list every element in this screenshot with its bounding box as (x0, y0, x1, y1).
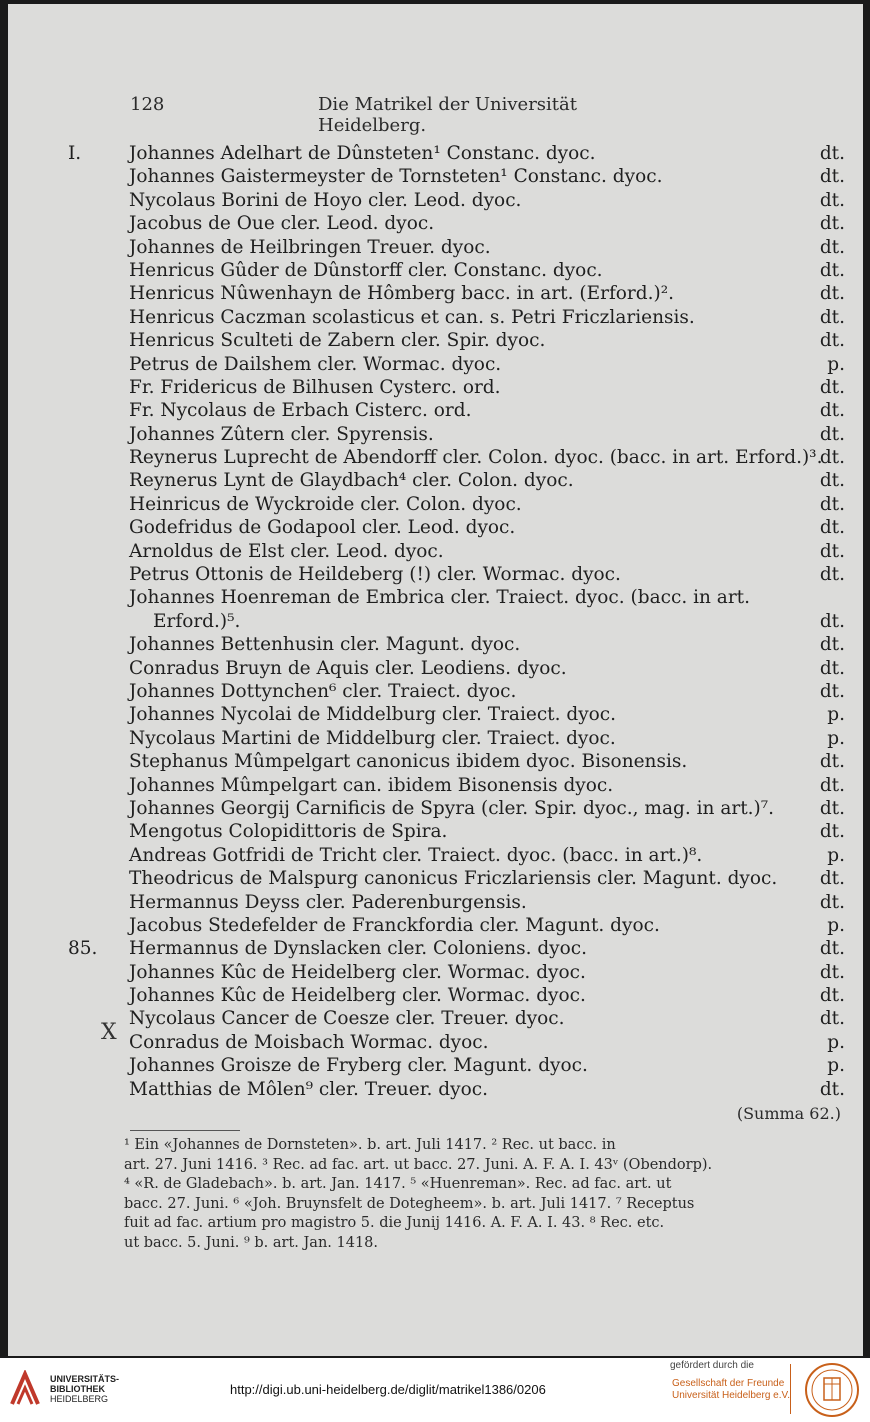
matriculation-entry (8, 867, 863, 890)
entry-name: Andreas Gotfridi de Tricht cler. Traiect. dyoc. (bacc. in art.)⁸. (129, 844, 703, 866)
entry-name: Henricus Gûder de Dûnstorff cler. Constanc. dyoc. (129, 259, 603, 281)
entry-name: Reynerus Luprecht de Abendorff cler. Colon. dyoc. (bacc. in art. Erford.)³. (129, 447, 823, 469)
entry-status: p. (827, 1031, 845, 1053)
footnote-line: fuit ad fac. artium pro magistro 5. die Junij 1416. A. F. A. I. 43. ⁸ Rec. etc. (124, 1215, 665, 1231)
entry-marker: I. (68, 143, 82, 164)
entry-name: Johannes Gaistermeyster de Tornsteten¹ Constanc. dyoc. (129, 166, 663, 188)
entry-name: Johannes de Heilbringen Treuer. dyoc. (129, 236, 491, 258)
matriculation-entry (8, 282, 863, 305)
matriculation-entry (8, 1078, 863, 1101)
matriculation-entry (8, 399, 863, 422)
matriculation-entry (8, 727, 863, 750)
entry-status: dt. (819, 189, 845, 211)
entry-name: Henricus Caczman scolasticus et can. s. Petri Friczlariensis. (129, 306, 695, 328)
matriculation-entry (8, 844, 863, 867)
matriculation-entry (8, 891, 863, 914)
entry-name: Hermannus Deyss cler. Paderenburgensis. (129, 891, 527, 913)
page-number: 128 (130, 94, 165, 115)
entry-name: Petrus Ottonis de Heildeberg (!) cler. Wormac. dyoc. (129, 564, 621, 586)
entry-status: dt. (819, 447, 845, 469)
society-line-2: Universität Heidelberg e.V. (672, 1390, 791, 1401)
entry-name: Petrus de Dailshem cler. Wormac. dyoc. (129, 353, 502, 375)
footer-divider (790, 1364, 791, 1414)
entry-status: dt. (819, 259, 845, 281)
entry-name: Johannes Groisze de Fryberg cler. Magunt. dyoc. (129, 1055, 588, 1077)
matriculation-entry (8, 353, 863, 376)
matriculation-entry (8, 540, 863, 563)
entry-status: dt. (819, 493, 845, 515)
entry-status: dt. (819, 1078, 845, 1100)
library-name (50, 1374, 119, 1404)
matriculation-entry (8, 376, 863, 399)
matriculation-entry (8, 259, 863, 282)
entry-status: dt. (819, 774, 845, 796)
page-title: Die Matrikel der Universität Heidelberg. (318, 94, 577, 136)
entry-status: dt. (819, 657, 845, 679)
entry-status: dt. (819, 540, 845, 562)
matriculation-entry (8, 212, 863, 235)
entry-status: dt. (819, 143, 845, 164)
page-url-link[interactable]: http://digi.ub.uni-heidelberg.de/diglit/matrikel1386/0206 (230, 1382, 546, 1397)
sponsor-label: gefördert durch die (670, 1360, 754, 1371)
matriculation-entry (8, 750, 863, 773)
university-seal-icon (804, 1362, 860, 1418)
running-header (130, 94, 690, 136)
entry-name: Arnoldus de Elst cler. Leod. dyoc. (129, 540, 444, 562)
entry-status: dt. (819, 1008, 845, 1030)
matriculation-entry (8, 797, 863, 820)
entry-status: dt. (819, 213, 845, 235)
matriculation-list (8, 142, 863, 1101)
entry-status: dt. (819, 868, 845, 890)
entry-name: Erford.)⁵. (153, 610, 241, 632)
matriculation-entry (8, 165, 863, 188)
entry-status: dt. (819, 306, 845, 328)
entry-status: dt. (819, 517, 845, 539)
society-name (672, 1378, 790, 1402)
entry-name: Jacobus de Oue cler. Leod. dyoc. (129, 213, 435, 235)
entry-name: Godefridus de Godapool cler. Leod. dyoc. (129, 517, 516, 539)
entry-status: dt. (819, 166, 845, 188)
matriculation-entry (8, 820, 863, 843)
footnote-line: art. 27. Juni 1416. ³ Rec. ad fac. art. ut bacc. 27. Juni. A. F. A. I. 43ᵛ (Obendorp). (124, 1156, 713, 1173)
entry-status: p. (827, 727, 845, 749)
society-line-1: Gesellschaft der Freunde (672, 1378, 785, 1389)
entry-status: dt. (819, 564, 845, 586)
entry-name: Johannes Kûc de Heidelberg cler. Wormac. dyoc. (129, 961, 586, 983)
matriculation-entry (8, 446, 863, 469)
matriculation-entry (8, 610, 863, 633)
entry-status: dt. (819, 610, 845, 632)
entry-status: p. (827, 844, 845, 866)
entry-name: Nycolaus Cancer de Coesze cler. Treuer. dyoc. (129, 1008, 565, 1030)
footnote-line: ¹ Ein «Johannes de Dornsteten». b. art. Juli 1417. ² Rec. ut bacc. in (124, 1137, 616, 1153)
matriculation-entry (8, 914, 863, 937)
entry-name: Johannes Adelhart de Dûnsteten¹ Constanc. dyoc. (129, 143, 596, 164)
entry-status: dt. (819, 680, 845, 702)
matriculation-entry (8, 774, 863, 797)
entry-status: p. (827, 704, 845, 726)
matriculation-entry (8, 586, 863, 609)
library-logo-icon (8, 1370, 42, 1406)
matriculation-entry (8, 493, 863, 516)
margin-mark: X (101, 1020, 117, 1045)
matriculation-entry (8, 703, 863, 726)
matriculation-entry (8, 984, 863, 1007)
entry-name: Conradus Bruyn de Aquis cler. Leodiens. dyoc. (129, 657, 567, 679)
library-line-2: BIBLIOTHEK (50, 1384, 105, 1394)
entry-status: dt. (819, 236, 845, 258)
entry-name: Fr. Fridericus de Bilhusen Cysterc. ord. (129, 376, 501, 398)
entry-name: Johannes Bettenhusin cler. Magunt. dyoc. (129, 634, 521, 656)
viewer-footer (0, 1358, 870, 1422)
entry-name: Johannes Zûtern cler. Spyrensis. (129, 423, 434, 445)
entry-status: dt. (819, 423, 845, 445)
matriculation-entry (8, 633, 863, 656)
entry-status: dt. (819, 283, 845, 305)
matriculation-entry (8, 142, 863, 165)
entry-name: Mengotus Colopidittoris de Spira. (129, 821, 448, 843)
entry-name: Nycolaus Martini de Middelburg cler. Traiect. dyoc. (129, 727, 616, 749)
entry-status: p. (827, 353, 845, 375)
library-line-3: HEIDELBERG (50, 1394, 109, 1404)
entry-name: Johannes Dottynchen⁶ cler. Traiect. dyoc. (129, 680, 517, 702)
matriculation-entry (8, 516, 863, 539)
entry-status: dt. (819, 376, 845, 398)
entry-name: Jacobus Stedefelder de Franckfordia cler. Magunt. dyoc. (129, 914, 660, 936)
entry-status: dt. (819, 985, 845, 1007)
entry-status: dt. (819, 938, 845, 960)
entry-status: dt. (819, 634, 845, 656)
matriculation-entry (8, 306, 863, 329)
entry-name: Heinricus de Wyckroide cler. Colon. dyoc. (129, 493, 522, 515)
matriculation-entry (8, 680, 863, 703)
entry-name: Reynerus Lynt de Glaydbach⁴ cler. Colon. dyoc. (129, 470, 574, 492)
entry-status: p. (827, 1055, 845, 1077)
entry-name: Fr. Nycolaus de Erbach Cisterc. ord. (129, 400, 472, 422)
entry-status: p. (827, 914, 845, 936)
entry-name: Hermannus de Dynslacken cler. Coloniens. dyoc. (129, 938, 588, 960)
entry-name: Henricus Sculteti de Zabern cler. Spir. dyoc. (129, 330, 546, 352)
matriculation-entry (8, 236, 863, 259)
matriculation-entry (8, 423, 863, 446)
matriculation-entry (8, 563, 863, 586)
entry-marker: 85. (68, 938, 98, 960)
footnotes (124, 1136, 842, 1253)
entry-status: dt. (819, 470, 845, 492)
entry-name: Nycolaus Borini de Hoyo cler. Leod. dyoc. (129, 189, 522, 211)
entry-status: dt. (819, 891, 845, 913)
entry-status: dt. (819, 751, 845, 773)
matriculation-entry (8, 1054, 863, 1077)
entry-name: Henricus Nûwenhayn de Hômberg bacc. in art. (Erford.)². (129, 283, 675, 305)
entry-name: Johannes Hoenreman de Embrica cler. Traiect. dyoc. (bacc. in art. (129, 587, 750, 609)
entry-status: dt. (819, 961, 845, 983)
matriculation-entry (8, 937, 863, 960)
scanned-page (8, 4, 863, 1356)
matriculation-entry (8, 329, 863, 352)
entry-name: Johannes Mûmpelgart can. ibidem Bisonensis dyoc. (129, 774, 614, 796)
entry-status: dt. (819, 330, 845, 352)
library-line-1: UNIVERSITÄTS- (50, 1374, 120, 1384)
entry-status: dt. (819, 400, 845, 422)
entry-name: Theodricus de Malspurg canonicus Friczlariensis cler. Magunt. dyoc. (129, 868, 778, 890)
entry-name: Johannes Georgij Carnificis de Spyra (cler. Spir. dyoc., mag. in art.)⁷. (129, 797, 775, 819)
footnote-line: bacc. 27. Juni. ⁶ «Joh. Bruynsfelt de Dotegheem». b. art. Juli 1417. ⁷ Receptus (124, 1195, 695, 1212)
entry-name: Conradus de Moisbach Wormac. dyoc. (129, 1031, 489, 1053)
footnote-line: ⁴ «R. de Gladebach». b. art. Jan. 1417. ⁵ «Huenreman». Rec. ad fac. art. ut (124, 1176, 672, 1192)
matriculation-entry (8, 1007, 863, 1030)
entry-status: dt. (819, 821, 845, 843)
entry-status: dt. (819, 797, 845, 819)
entry-name: Matthias de Môlen⁹ cler. Treuer. dyoc. (129, 1078, 488, 1100)
footnote-line: ut bacc. 5. Juni. ⁹ b. art. Jan. 1418. (124, 1234, 379, 1251)
matriculation-entry (8, 1031, 863, 1054)
matriculation-entry (8, 189, 863, 212)
entry-name: Johannes Nycolai de Middelburg cler. Traiect. dyoc. (129, 704, 617, 726)
matriculation-entry (8, 657, 863, 680)
entry-name: Stephanus Mûmpelgart canonicus ibidem dyoc. Bisonensis. (129, 751, 688, 773)
footnote-rule (130, 1130, 240, 1131)
entry-name: Johannes Kûc de Heidelberg cler. Wormac. dyoc. (129, 985, 586, 1007)
summa-total: (Summa 62.) (736, 1104, 841, 1123)
matriculation-entry (8, 469, 863, 492)
matriculation-entry (8, 961, 863, 984)
